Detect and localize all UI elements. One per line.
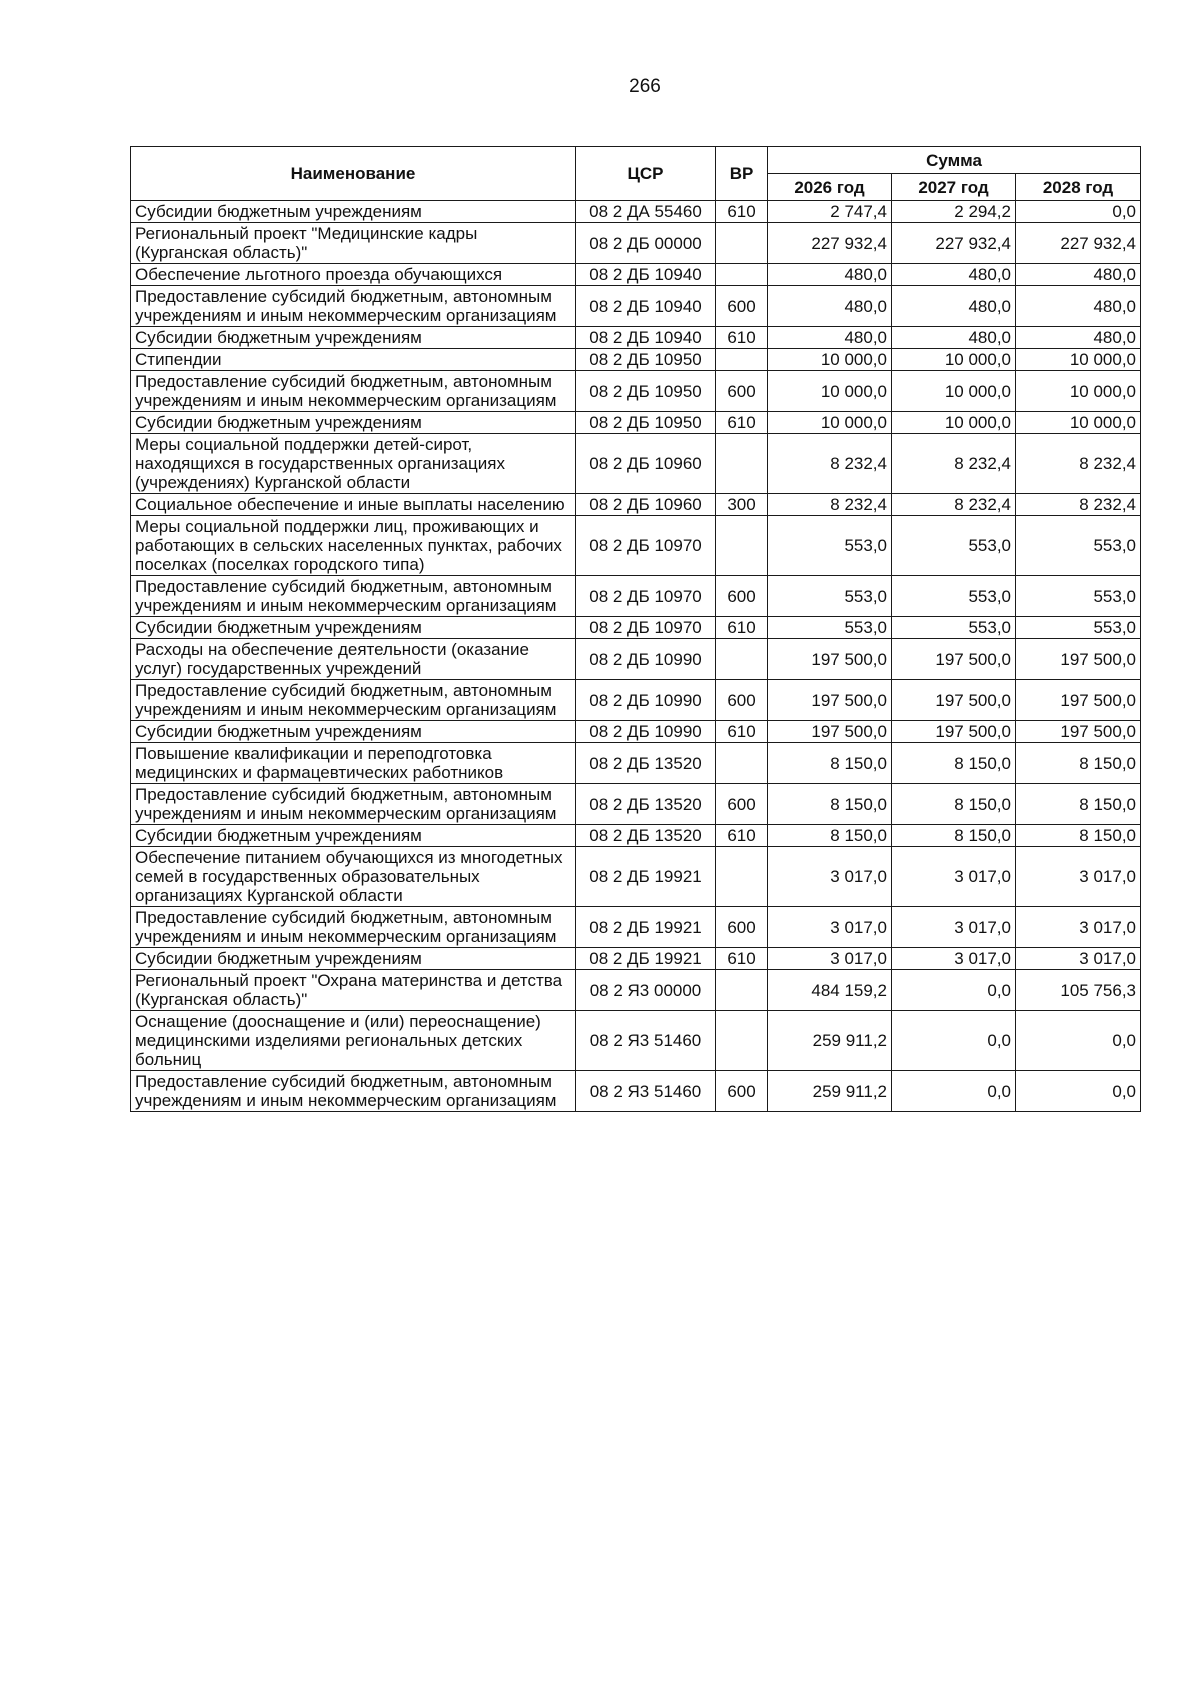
- cell-csr: 08 2 ДБ 10950: [576, 412, 716, 434]
- table-row: [131, 286, 1141, 327]
- cell-name: Повышение квалификации и переподготовка медицинских и фармацевтических работников: [131, 743, 576, 784]
- cell-csr: 08 2 ДБ 10950: [576, 371, 716, 412]
- cell-vr: [716, 264, 768, 286]
- cell-amount-2027: 8 232,4: [892, 434, 1016, 494]
- cell-amount-2027: 0,0: [892, 1011, 1016, 1071]
- table-row: [131, 721, 1141, 743]
- cell-csr: 08 2 ДБ 10950: [576, 349, 716, 371]
- cell-csr: 08 2 ДБ 10960: [576, 434, 716, 494]
- cell-amount-2026: 8 150,0: [768, 784, 892, 825]
- header-vr: ВР: [716, 147, 768, 201]
- cell-amount-2026: 8 150,0: [768, 825, 892, 847]
- table-row: [131, 371, 1141, 412]
- table-row: [131, 516, 1141, 576]
- cell-name: Меры социальной поддержки детей-сирот, находящихся в государственных организациях (учреждениях) Курганской области: [131, 434, 576, 494]
- table-row: [131, 639, 1141, 680]
- cell-amount-2026: 480,0: [768, 264, 892, 286]
- cell-amount-2026: 8 232,4: [768, 494, 892, 516]
- cell-amount-2026: 259 911,2: [768, 1071, 892, 1112]
- table-row: [131, 617, 1141, 639]
- table-row: [131, 223, 1141, 264]
- table-row: [131, 434, 1141, 494]
- cell-csr: 08 2 ДБ 13520: [576, 784, 716, 825]
- table-row: [131, 412, 1141, 434]
- cell-csr: 08 2 ДБ 19921: [576, 907, 716, 948]
- cell-amount-2027: 480,0: [892, 264, 1016, 286]
- cell-csr: 08 2 ДБ 13520: [576, 825, 716, 847]
- cell-vr: [716, 639, 768, 680]
- cell-amount-2028: 197 500,0: [1016, 721, 1141, 743]
- header-year-2028: 2028 год: [1016, 174, 1141, 201]
- cell-csr: 08 2 Я3 51460: [576, 1071, 716, 1112]
- table-row: [131, 327, 1141, 349]
- cell-amount-2027: 3 017,0: [892, 948, 1016, 970]
- cell-vr: 600: [716, 907, 768, 948]
- cell-vr: 610: [716, 721, 768, 743]
- cell-name: Оснащение (дооснащение и (или) переоснащение) медицинскими изделиями региональных детских больниц: [131, 1011, 576, 1071]
- cell-amount-2028: 3 017,0: [1016, 907, 1141, 948]
- cell-name: Субсидии бюджетным учреждениям: [131, 412, 576, 434]
- cell-amount-2026: 3 017,0: [768, 948, 892, 970]
- cell-amount-2027: 8 150,0: [892, 784, 1016, 825]
- cell-amount-2028: 8 232,4: [1016, 434, 1141, 494]
- cell-amount-2027: 8 150,0: [892, 825, 1016, 847]
- header-year-2026: 2026 год: [768, 174, 892, 201]
- cell-vr: 610: [716, 201, 768, 223]
- cell-vr: [716, 1011, 768, 1071]
- cell-amount-2028: 553,0: [1016, 617, 1141, 639]
- cell-amount-2028: 480,0: [1016, 264, 1141, 286]
- cell-amount-2026: 8 232,4: [768, 434, 892, 494]
- cell-amount-2027: 3 017,0: [892, 907, 1016, 948]
- table-row: [131, 576, 1141, 617]
- cell-vr: [716, 349, 768, 371]
- cell-amount-2026: 3 017,0: [768, 847, 892, 907]
- page-number: 266: [629, 76, 661, 97]
- cell-amount-2027: 553,0: [892, 516, 1016, 576]
- cell-name: Предоставление субсидий бюджетным, автономным учреждениям и иным некоммерческим организациям: [131, 680, 576, 721]
- cell-amount-2027: 0,0: [892, 1071, 1016, 1112]
- cell-amount-2028: 10 000,0: [1016, 371, 1141, 412]
- cell-amount-2027: 8 150,0: [892, 743, 1016, 784]
- cell-amount-2028: 8 150,0: [1016, 743, 1141, 784]
- cell-amount-2026: 480,0: [768, 286, 892, 327]
- cell-vr: 610: [716, 412, 768, 434]
- cell-amount-2028: 10 000,0: [1016, 349, 1141, 371]
- table-row: [131, 825, 1141, 847]
- cell-csr: 08 2 ДБ 10970: [576, 516, 716, 576]
- cell-amount-2027: 227 932,4: [892, 223, 1016, 264]
- table-row: [131, 907, 1141, 948]
- cell-amount-2026: 197 500,0: [768, 721, 892, 743]
- cell-csr: 08 2 ДБ 19921: [576, 847, 716, 907]
- budget-table: [130, 146, 1141, 1112]
- cell-amount-2028: 0,0: [1016, 201, 1141, 223]
- header-year-2027: 2027 год: [892, 174, 1016, 201]
- cell-name: Обеспечение питанием обучающихся из многодетных семей в государственных образовательных организациях Курганской области: [131, 847, 576, 907]
- cell-csr: 08 2 ДБ 19921: [576, 948, 716, 970]
- cell-vr: [716, 223, 768, 264]
- cell-csr: 08 2 ДБ 10970: [576, 617, 716, 639]
- cell-vr: [716, 970, 768, 1011]
- table-row: [131, 201, 1141, 223]
- cell-name: Субсидии бюджетным учреждениям: [131, 721, 576, 743]
- cell-csr: 08 2 Я3 00000: [576, 970, 716, 1011]
- cell-name: Субсидии бюджетным учреждениям: [131, 327, 576, 349]
- table-header: [131, 147, 1141, 201]
- cell-amount-2027: 10 000,0: [892, 412, 1016, 434]
- cell-csr: 08 2 ДБ 10960: [576, 494, 716, 516]
- cell-amount-2028: 553,0: [1016, 576, 1141, 617]
- cell-name: Региональный проект "Охрана материнства и детства (Курганская область)": [131, 970, 576, 1011]
- cell-name: Обеспечение льготного проезда обучающихся: [131, 264, 576, 286]
- table-row: [131, 1011, 1141, 1071]
- cell-name: Предоставление субсидий бюджетным, автономным учреждениям и иным некоммерческим организациям: [131, 576, 576, 617]
- cell-vr: 600: [716, 576, 768, 617]
- cell-amount-2028: 197 500,0: [1016, 639, 1141, 680]
- cell-vr: [716, 743, 768, 784]
- cell-vr: [716, 847, 768, 907]
- cell-csr: 08 2 ДБ 10940: [576, 286, 716, 327]
- cell-amount-2028: 227 932,4: [1016, 223, 1141, 264]
- cell-vr: 600: [716, 680, 768, 721]
- table-row: [131, 970, 1141, 1011]
- table-row: [131, 743, 1141, 784]
- cell-amount-2026: 8 150,0: [768, 743, 892, 784]
- cell-amount-2027: 10 000,0: [892, 371, 1016, 412]
- cell-amount-2027: 0,0: [892, 970, 1016, 1011]
- header-sum: Сумма: [768, 147, 1141, 174]
- table-row: [131, 847, 1141, 907]
- header-name: Наименование: [131, 147, 576, 201]
- cell-amount-2028: 197 500,0: [1016, 680, 1141, 721]
- cell-amount-2028: 0,0: [1016, 1011, 1141, 1071]
- cell-amount-2026: 553,0: [768, 516, 892, 576]
- cell-amount-2028: 553,0: [1016, 516, 1141, 576]
- cell-name: Субсидии бюджетным учреждениям: [131, 948, 576, 970]
- cell-amount-2026: 10 000,0: [768, 371, 892, 412]
- cell-amount-2028: 8 232,4: [1016, 494, 1141, 516]
- cell-csr: 08 2 ДБ 10990: [576, 639, 716, 680]
- cell-name: Меры социальной поддержки лиц, проживающих и работающих в сельских населенных пунктах, рабочих поселках (поселках городского типа): [131, 516, 576, 576]
- cell-csr: 08 2 ДБ 10990: [576, 680, 716, 721]
- cell-amount-2026: 259 911,2: [768, 1011, 892, 1071]
- cell-amount-2027: 8 232,4: [892, 494, 1016, 516]
- cell-name: Социальное обеспечение и иные выплаты населению: [131, 494, 576, 516]
- cell-vr: 600: [716, 1071, 768, 1112]
- cell-amount-2027: 553,0: [892, 617, 1016, 639]
- cell-name: Предоставление субсидий бюджетным, автономным учреждениям и иным некоммерческим организациям: [131, 371, 576, 412]
- cell-amount-2026: 553,0: [768, 617, 892, 639]
- cell-name: Предоставление субсидий бюджетным, автономным учреждениям и иным некоммерческим организациям: [131, 1071, 576, 1112]
- table-row: [131, 680, 1141, 721]
- cell-vr: 610: [716, 948, 768, 970]
- table-row: [131, 784, 1141, 825]
- cell-amount-2026: 10 000,0: [768, 412, 892, 434]
- cell-amount-2027: 197 500,0: [892, 680, 1016, 721]
- cell-name: Субсидии бюджетным учреждениям: [131, 617, 576, 639]
- cell-amount-2026: 3 017,0: [768, 907, 892, 948]
- cell-amount-2027: 10 000,0: [892, 349, 1016, 371]
- cell-csr: 08 2 ДБ 10970: [576, 576, 716, 617]
- cell-vr: 600: [716, 371, 768, 412]
- cell-amount-2027: 2 294,2: [892, 201, 1016, 223]
- cell-amount-2026: 197 500,0: [768, 680, 892, 721]
- cell-amount-2028: 10 000,0: [1016, 412, 1141, 434]
- cell-amount-2027: 480,0: [892, 327, 1016, 349]
- cell-amount-2026: 484 159,2: [768, 970, 892, 1011]
- table-row: [131, 1071, 1141, 1112]
- cell-vr: 610: [716, 617, 768, 639]
- cell-amount-2028: 3 017,0: [1016, 948, 1141, 970]
- cell-amount-2027: 197 500,0: [892, 721, 1016, 743]
- cell-amount-2027: 480,0: [892, 286, 1016, 327]
- table-row: [131, 948, 1141, 970]
- cell-amount-2028: 3 017,0: [1016, 847, 1141, 907]
- cell-name: Расходы на обеспечение деятельности (оказание услуг) государственных учреждений: [131, 639, 576, 680]
- cell-csr: 08 2 ДБ 10990: [576, 721, 716, 743]
- cell-amount-2027: 3 017,0: [892, 847, 1016, 907]
- cell-csr: 08 2 ДБ 10940: [576, 264, 716, 286]
- cell-amount-2028: 8 150,0: [1016, 784, 1141, 825]
- cell-csr: 08 2 ДБ 10940: [576, 327, 716, 349]
- cell-csr: 08 2 ДБ 00000: [576, 223, 716, 264]
- cell-vr: [716, 516, 768, 576]
- cell-csr: 08 2 ДА 55460: [576, 201, 716, 223]
- cell-vr: [716, 434, 768, 494]
- cell-csr: 08 2 ДБ 13520: [576, 743, 716, 784]
- cell-amount-2028: 0,0: [1016, 1071, 1141, 1112]
- table-row: [131, 494, 1141, 516]
- cell-amount-2028: 105 756,3: [1016, 970, 1141, 1011]
- cell-vr: 610: [716, 825, 768, 847]
- cell-name: Субсидии бюджетным учреждениям: [131, 201, 576, 223]
- cell-name: Предоставление субсидий бюджетным, автономным учреждениям и иным некоммерческим организациям: [131, 907, 576, 948]
- cell-vr: 300: [716, 494, 768, 516]
- table-row: [131, 264, 1141, 286]
- cell-name: Предоставление субсидий бюджетным, автономным учреждениям и иным некоммерческим организациям: [131, 286, 576, 327]
- cell-amount-2027: 553,0: [892, 576, 1016, 617]
- cell-amount-2028: 480,0: [1016, 286, 1141, 327]
- cell-amount-2026: 197 500,0: [768, 639, 892, 680]
- cell-vr: 610: [716, 327, 768, 349]
- header-csr: ЦСР: [576, 147, 716, 201]
- cell-amount-2026: 2 747,4: [768, 201, 892, 223]
- cell-amount-2026: 227 932,4: [768, 223, 892, 264]
- table-body: [131, 201, 1141, 1112]
- cell-name: Стипендии: [131, 349, 576, 371]
- cell-vr: 600: [716, 784, 768, 825]
- cell-name: Предоставление субсидий бюджетным, автономным учреждениям и иным некоммерческим организациям: [131, 784, 576, 825]
- cell-amount-2026: 10 000,0: [768, 349, 892, 371]
- cell-name: Субсидии бюджетным учреждениям: [131, 825, 576, 847]
- table-row: [131, 349, 1141, 371]
- cell-vr: 600: [716, 286, 768, 327]
- cell-name: Региональный проект "Медицинские кадры (Курганская область)": [131, 223, 576, 264]
- cell-amount-2027: 197 500,0: [892, 639, 1016, 680]
- cell-amount-2028: 480,0: [1016, 327, 1141, 349]
- cell-csr: 08 2 Я3 51460: [576, 1011, 716, 1071]
- cell-amount-2026: 553,0: [768, 576, 892, 617]
- cell-amount-2026: 480,0: [768, 327, 892, 349]
- cell-amount-2028: 8 150,0: [1016, 825, 1141, 847]
